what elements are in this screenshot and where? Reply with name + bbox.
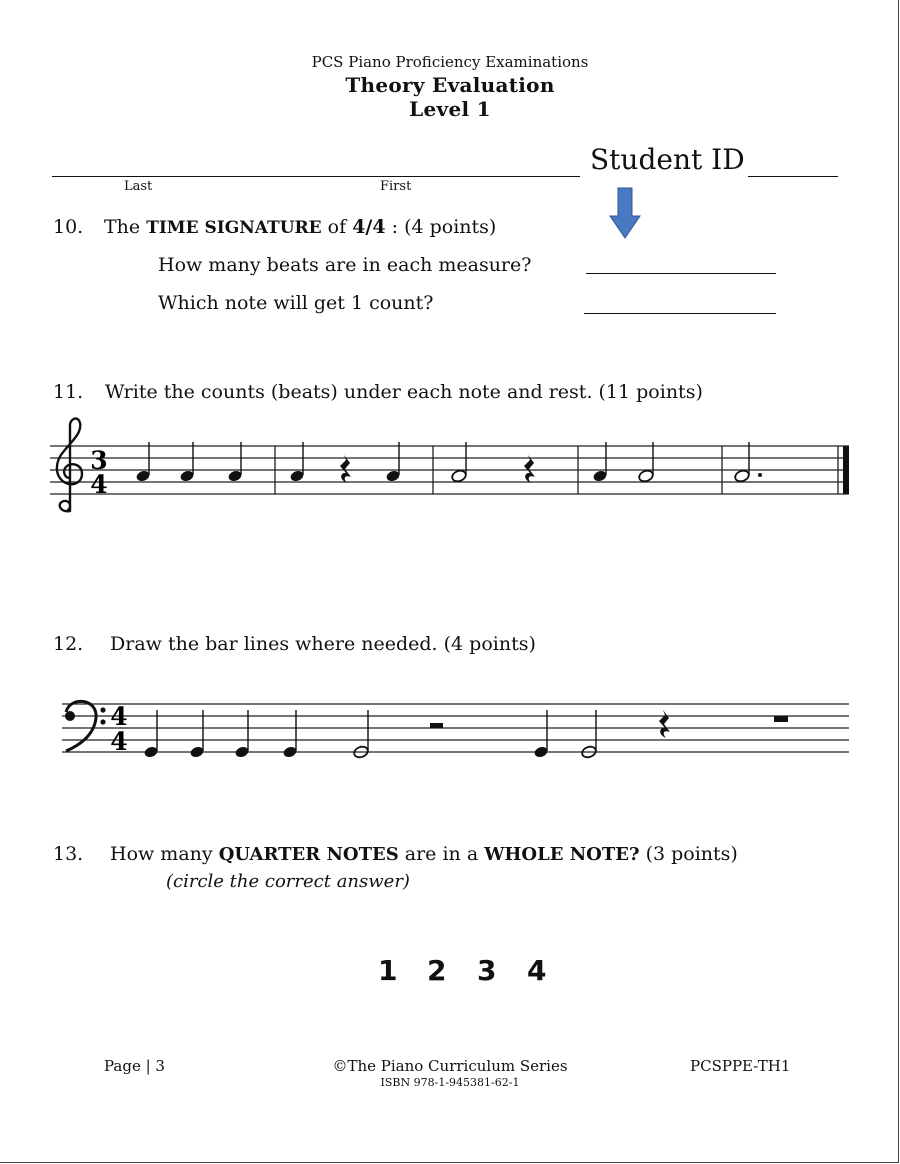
half-note (638, 442, 655, 483)
q12-timesig-bottom: 4 (110, 727, 128, 756)
quarter-rest (340, 455, 351, 483)
student-id-label: Student ID (590, 143, 745, 176)
quarter-note (179, 442, 194, 483)
q11-notes (135, 442, 762, 483)
quarter-note (385, 442, 400, 483)
q10-sig: 4/4 (352, 216, 386, 238)
half-note (451, 442, 468, 483)
q11-staff (0, 415, 900, 520)
q13-term2: WHOLE NOTE? (484, 844, 640, 865)
answer-option-2[interactable]: 2 (427, 954, 447, 987)
q12-staff-lines (62, 704, 849, 752)
q10-answer1-field[interactable] (586, 273, 776, 274)
q11-timesig-top: 3 (90, 446, 108, 475)
first-name-label: First (380, 179, 412, 194)
q13-mid: are in a (404, 843, 479, 865)
name-field[interactable] (52, 176, 580, 177)
page-number: Page | 3 (104, 1057, 165, 1075)
q13-text (110, 843, 738, 865)
quarter-note (282, 710, 297, 759)
q11-final-barline (843, 446, 849, 494)
q12-text: Draw the bar lines where needed. (4 points) (110, 633, 536, 655)
down-arrow-icon (608, 186, 642, 240)
last-name-label: Last (124, 179, 153, 194)
quarter-note (234, 710, 249, 759)
q10-sub1: How many beats are in each measure? (158, 254, 532, 276)
q10-text (104, 216, 496, 238)
q10-answer2-field[interactable] (584, 313, 776, 314)
half-rest (430, 723, 443, 728)
q11-text: Write the counts (beats) under each note and rest. (11 points) (105, 381, 703, 403)
quarter-note (289, 442, 304, 483)
q10-points: : (4 points) (391, 216, 497, 238)
document-code: PCSPPE-TH1 (690, 1057, 791, 1075)
q12-staff (0, 690, 900, 780)
bass-clef-icon (65, 701, 106, 751)
level-title: Level 1 (409, 97, 491, 121)
q13-number: 13. (53, 843, 84, 865)
q13-lead: How many (110, 843, 213, 865)
quarter-note (533, 710, 548, 759)
q10-of: of (327, 216, 347, 238)
student-id-field[interactable] (748, 176, 838, 177)
dotted-half-note (734, 442, 762, 483)
q13-term1: QUARTER NOTES (218, 844, 399, 865)
q13-points: (3 points) (645, 843, 738, 865)
quarter-note (592, 442, 607, 483)
q10-sub2: Which note will get 1 count? (158, 292, 434, 314)
isbn: ISBN 978-1-945381-62-1 (380, 1076, 520, 1089)
q11-number: 11. (53, 381, 84, 403)
page-title: Theory Evaluation (345, 73, 555, 97)
q10-lead: The (104, 216, 141, 238)
quarter-note (143, 710, 158, 759)
answer-option-4[interactable]: 4 (527, 954, 547, 987)
treble-clef-icon (57, 419, 82, 512)
copyright: ©The Piano Curriculum Series (332, 1057, 568, 1075)
exam-series: PCS Piano Proficiency Examinations (311, 53, 589, 71)
quarter-note (227, 442, 242, 483)
q12-number: 12. (53, 633, 84, 655)
quarter-rest (659, 710, 670, 738)
q11-timesig-bottom: 4 (90, 470, 108, 499)
whole-rest (774, 716, 788, 722)
q11-staff-lines (50, 446, 849, 494)
answer-option-1[interactable]: 1 (378, 954, 398, 987)
q10-number: 10. (53, 216, 84, 238)
quarter-note (135, 442, 150, 483)
q10-term: TIME SIGNATURE (146, 218, 322, 238)
q13-instruction: (circle the correct answer) (166, 871, 410, 892)
answer-option-3[interactable]: 3 (477, 954, 497, 987)
quarter-rest (524, 455, 535, 483)
quarter-note (189, 710, 204, 759)
q12-timesig-top: 4 (110, 702, 128, 731)
